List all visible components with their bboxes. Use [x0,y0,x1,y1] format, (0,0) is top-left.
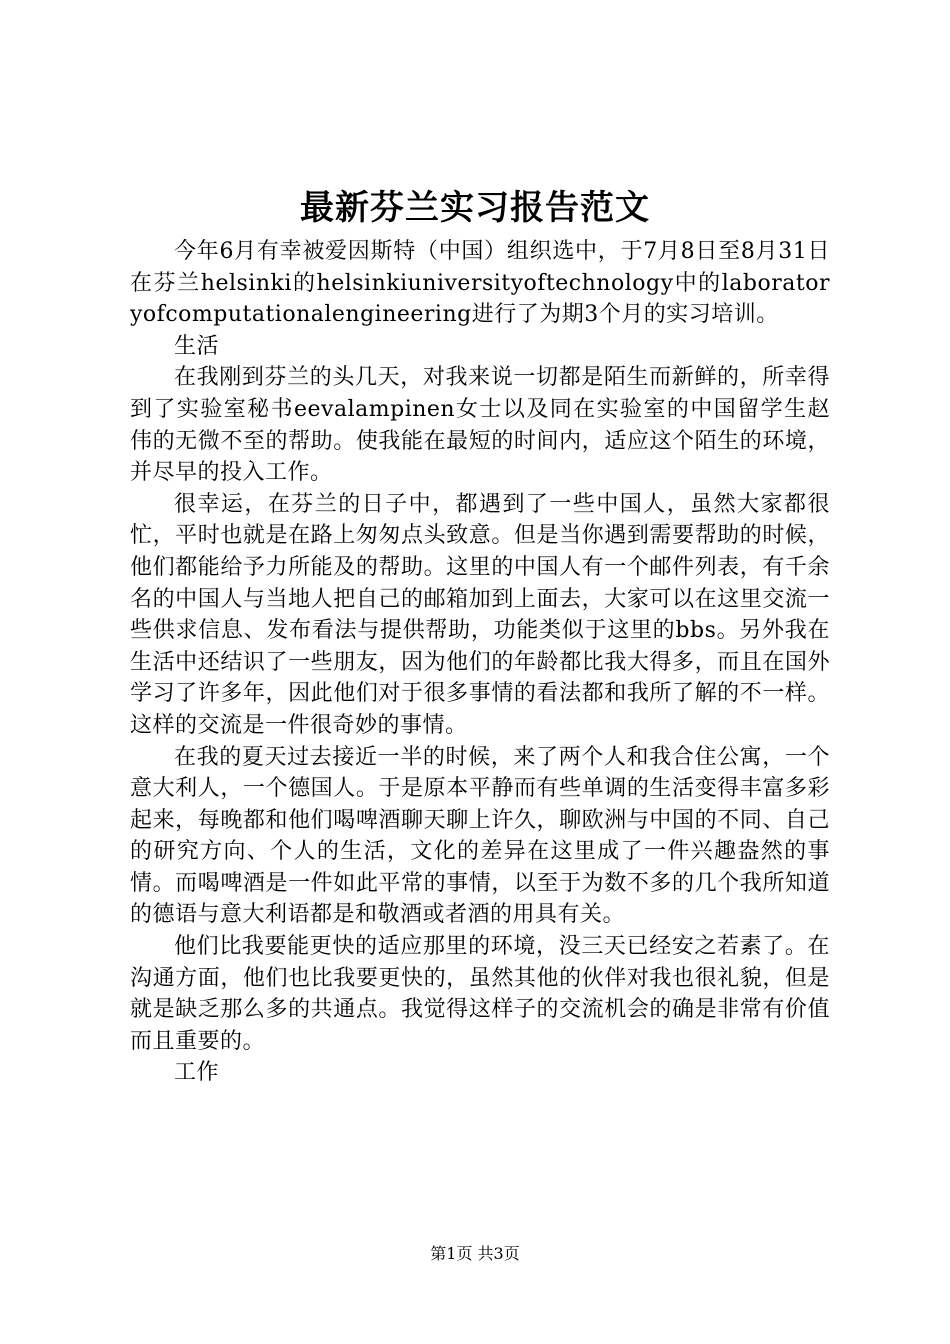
document-title: 最新芬兰实习报告范文 [300,188,650,228]
paragraph-arrival: 在我刚到芬兰的头几天，对我来说一切都是陌生而新鲜的，所幸得到了实验室秘书eevalampinen女士以及同在实验室的中国留学生赵伟的无微不至的帮助。使我能在最短的时间内，适应这个陌生的环境，并尽早的投入工作。 [130,365,830,486]
paragraph-roommates: 在我的夏天过去接近一半的时候，来了两个人和我合住公寓，一个意大利人，一个德国人。于是原本平静而有些单调的生活变得丰富多彩起来，每晚都和他们喝啤酒聊天聊上许久，聊欧洲与中国的不同、自己的研究方向、个人的生活，文化的差异在这里成了一件兴趣盎然的事情。而喝啤酒是一件如此平常的事情，以至于为数不多的几个我所知道的德语与意大利语都是和敬酒或者酒的用具有关。 [130,744,830,928]
page-number-footer: 第1页 共3页 [430,1244,520,1263]
document-body [130,236,830,1089]
section-heading-life: 生活 [174,333,220,359]
paragraph-intro: 今年6月有幸被爱因斯特（中国）组织选中，于7月8日至8月31日在芬兰helsinki的helsinkiuniversityoftechnology中的laboratoryofcomputationalengineering进行了为期3个月的实习培训。 [130,239,830,328]
section-heading-work: 工作 [174,1060,220,1086]
paragraph-chinese-community: 很幸运，在芬兰的日子中，都遇到了一些中国人，虽然大家都很忙，平时也就是在路上匆匆点头致意。但是当你遇到需要帮助的时候，他们都能给予力所能及的帮助。这里的中国人有一个邮件列表，有千余名的中国人与当地人把自己的邮箱加到上面去，大家可以在这里交流一些供求信息、发布看法与提供帮助，功能类似于这里的bbs。另外我在生活中还结识了一些朋友，因为他们的年龄都比我大得多，而且在国外学习了许多年，因此他们对于很多事情的看法都和我所了解的不一样。这样的交流是一件很奇妙的事情。 [130,491,830,738]
paragraph-adaptation: 他们比我要能更快的适应那里的环境，没三天已经安之若素了。在沟通方面，他们也比我要更快的，虽然其他的伙伴对我也很礼貌，但是就是缺乏那么多的共通点。我觉得这样子的交流机会的确是非常有价值而且重要的。 [130,934,830,1054]
